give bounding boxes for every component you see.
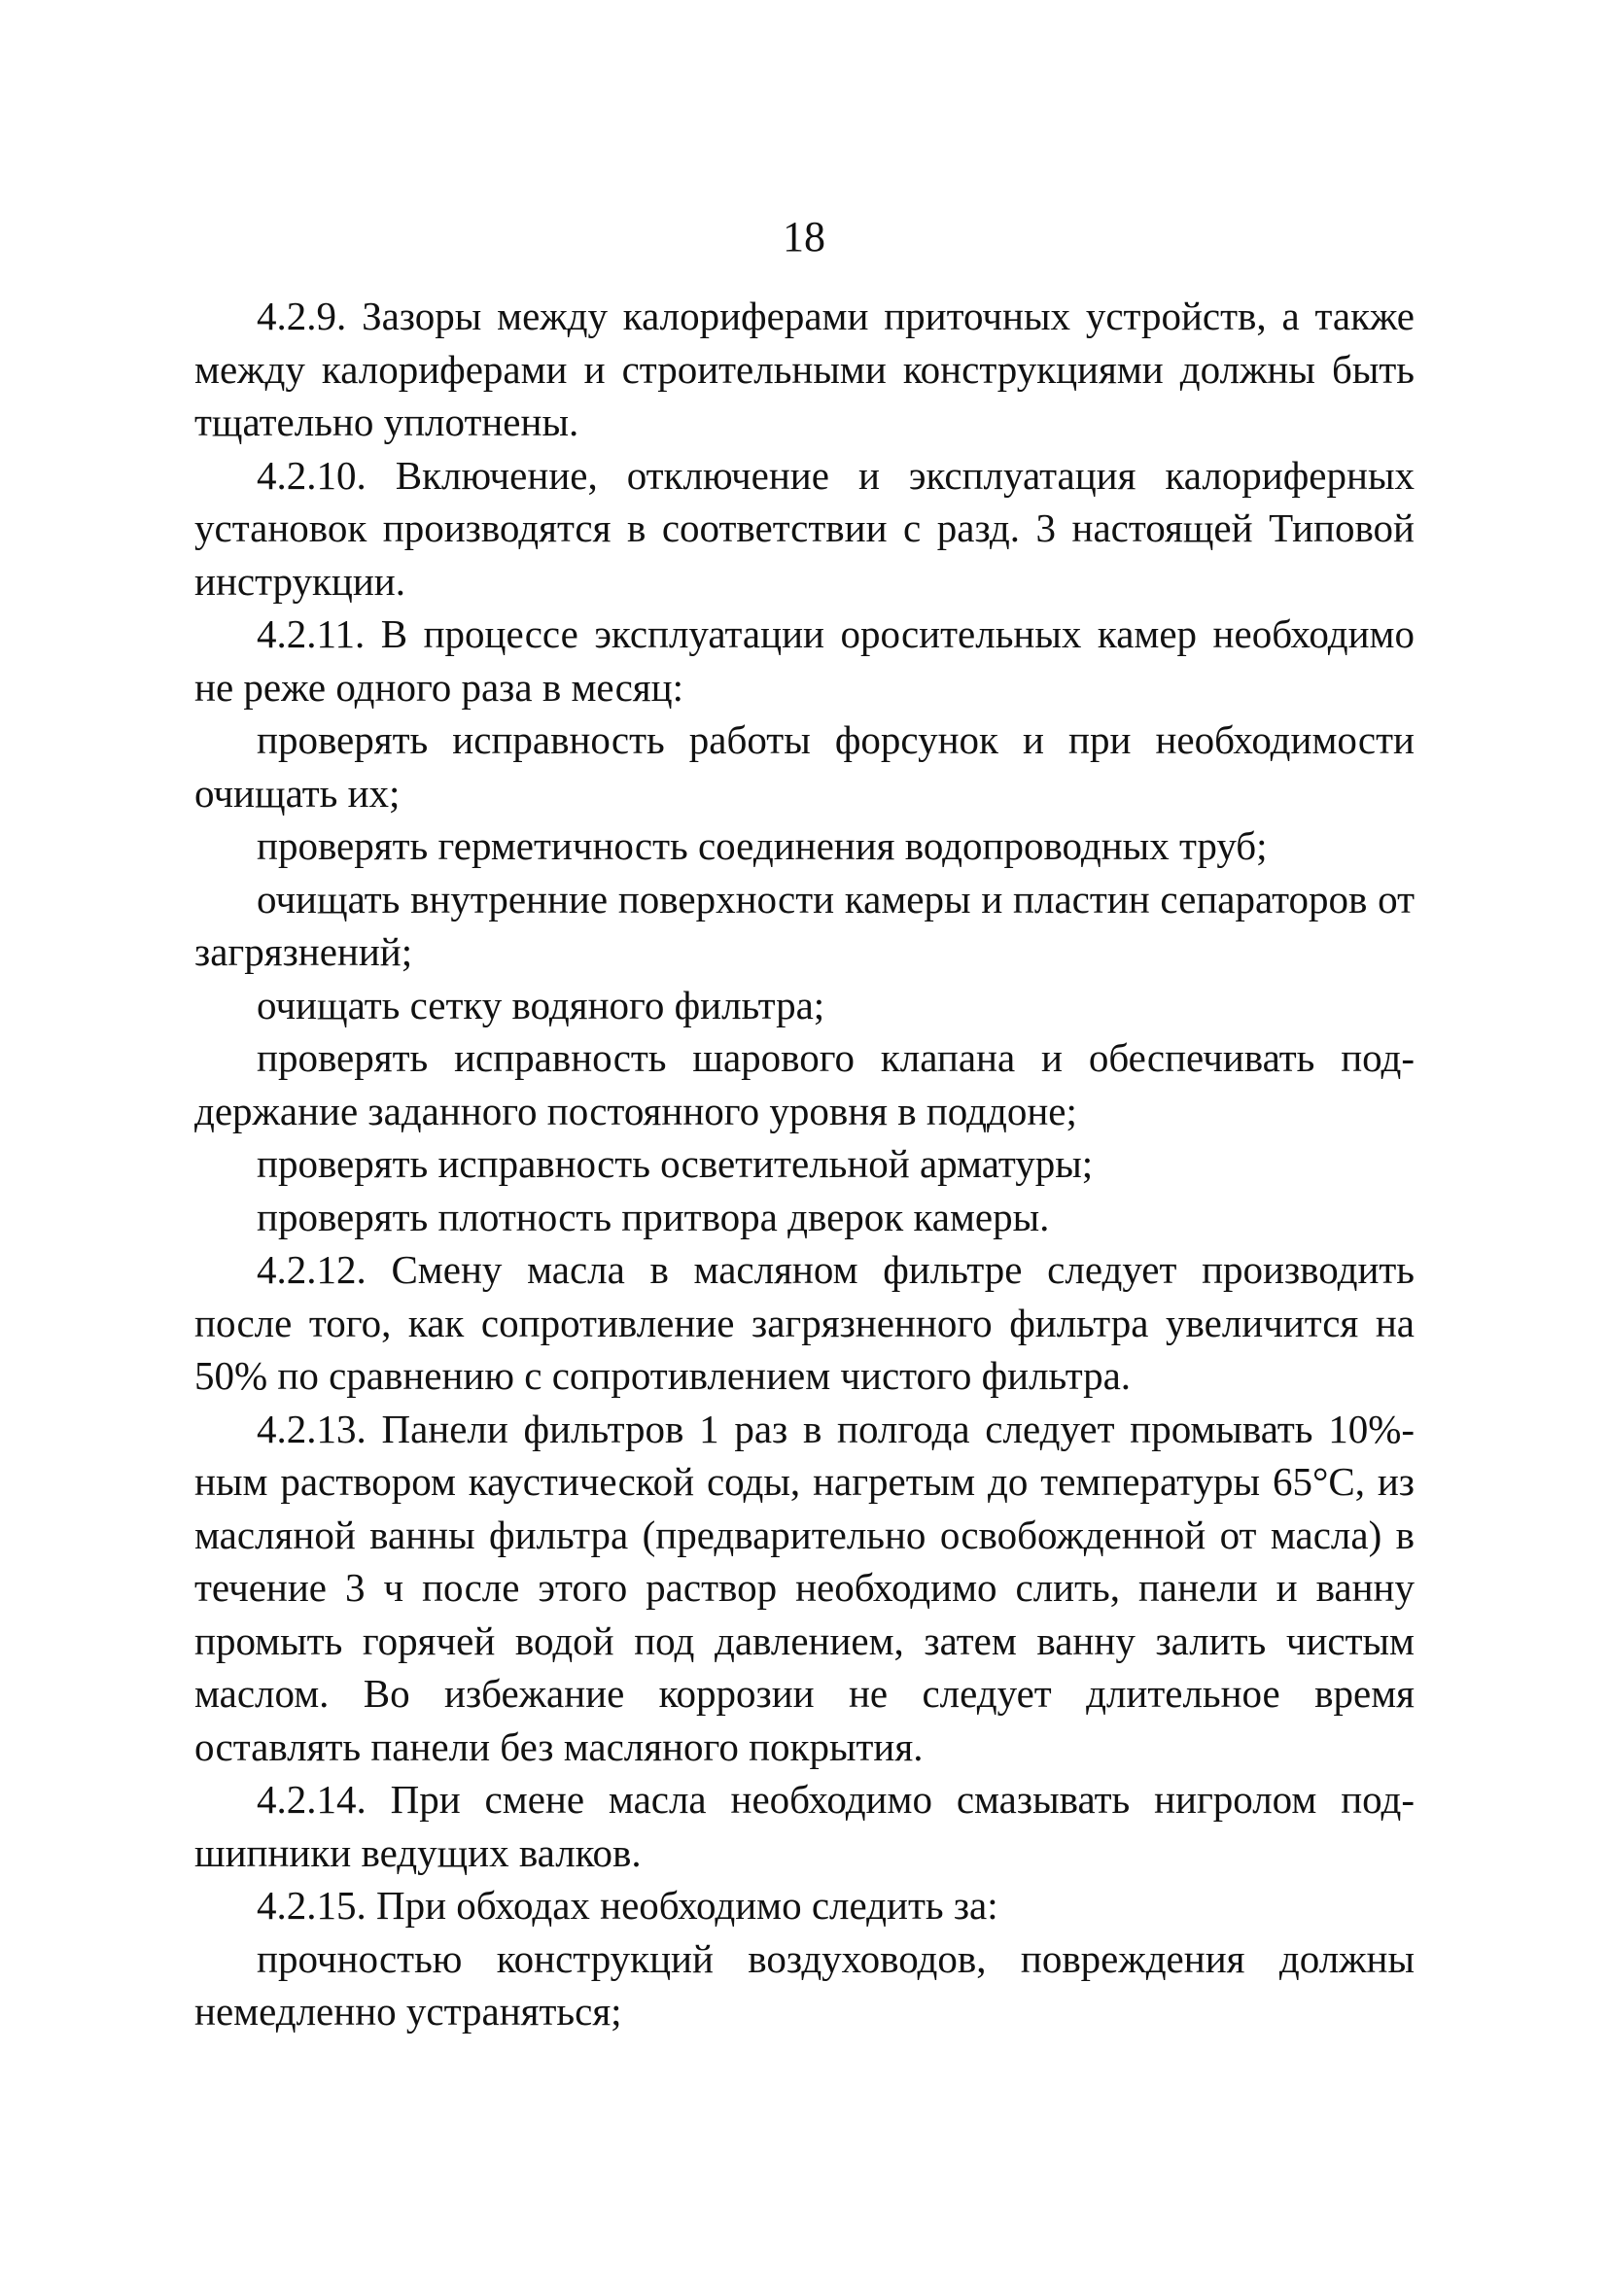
- paragraph-4-2-12: 4.2.12. Смену масла в масляном фильтре следует производить после того, как сопротивление загрязненного фильтра увеличится на 50% по сравнению с сопротивлением чистого фильтра.: [194, 1247, 1415, 1398]
- paragraph-4-2-15: 4.2.15. При обходах необходимо следить за:: [257, 1883, 998, 1928]
- list-item-clean-filter-mesh: очищать сетку водяного фильтра;: [257, 982, 825, 1027]
- body-text: [194, 290, 1415, 2038]
- list-item-check-nozzles: проверять исправность работы форсунок и при необходимости очищать их;: [194, 717, 1415, 816]
- list-item-check-ball-valve: проверять исправность шарового клапана и обеспечивать поддержание заданного постоянного уровня в поддоне;: [194, 1035, 1415, 1133]
- page-number: 18: [783, 213, 825, 261]
- list-item-check-lighting: проверять исправность осветительной арматуры;: [257, 1141, 1094, 1186]
- paragraph-4-2-10: 4.2.10. Включение, отключение и эксплуатация калориферных установок производятся в соответствии с разд. 3 настоящей Типовой инструкции.: [194, 452, 1415, 604]
- list-item-check-door-seal: проверять плотность притвора дверок камеры.: [257, 1194, 1050, 1239]
- paragraph-4-2-11: 4.2.11. В процессе эксплуатации оросительных камер необходимо не реже одного раза в месяц:: [194, 611, 1415, 710]
- paragraph-4-2-13: 4.2.13. Панели фильтров 1 раз в полгода следует промывать 10%-ным раствором каустической соды, нагретым до температуры 65°С, из масляной ванны фильтра (предварительно освобожденной от масла) в течение 3 ч после этого раствор необходимо слить, панели и ванну промыть горячей водой под давлением, затем ванну залить чистым маслом. Во избежание коррозии не следует длительное время оставлять панели без масляного покрытия.: [194, 1406, 1415, 1769]
- paragraph-4-2-14: 4.2.14. При смене масла необходимо смазывать нигролом подшипники ведущих валков.: [194, 1777, 1415, 1875]
- list-item-clean-surfaces: очищать внутренние поверхности камеры и пластин сепараторов от загрязнений;: [194, 876, 1415, 974]
- paragraph-4-2-9: 4.2.9. Зазоры между калориферами приточных устройств, а также между калориферами и строительными конструкциями должны быть тщательно уплотнены.: [194, 294, 1415, 444]
- list-item-duct-strength: прочностью конструкций воздуховодов, повреждения должны немедленно устраняться;: [194, 1935, 1415, 2034]
- list-item-check-pipes: проверять герметичность соединения водопроводных труб;: [257, 823, 1268, 868]
